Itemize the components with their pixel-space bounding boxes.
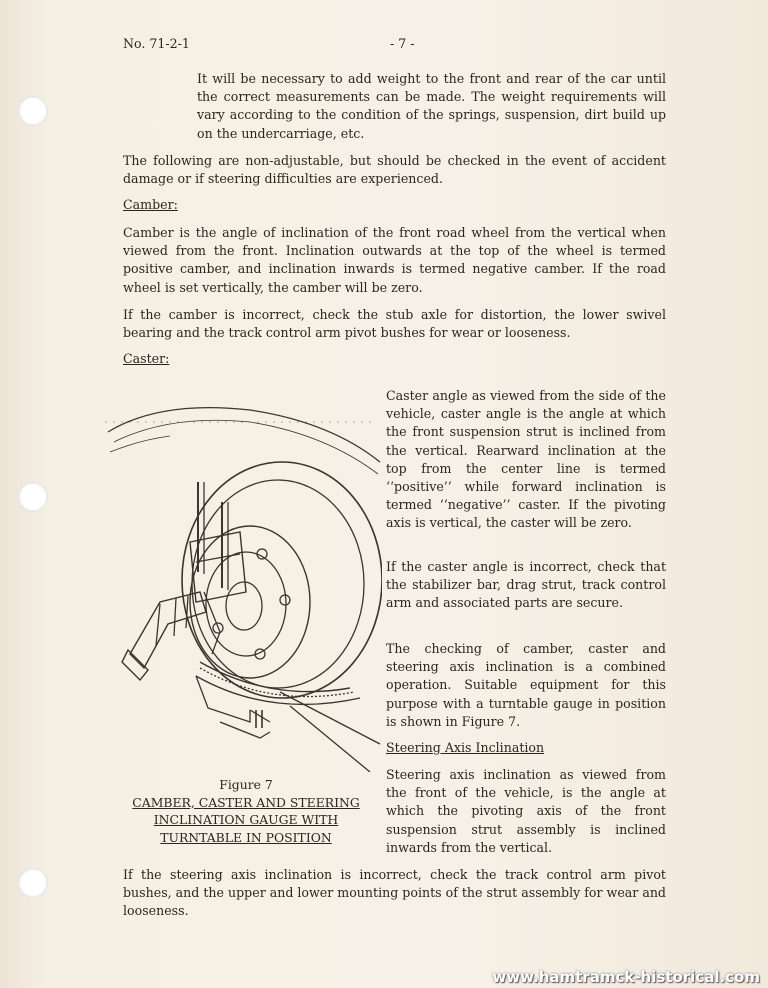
caption-line: INCLINATION GAUGE WITH <box>153 812 339 827</box>
binder-hole <box>18 868 48 898</box>
caster-heading: Caster: <box>123 351 170 366</box>
caption-line: TURNTABLE IN POSITION <box>160 829 332 845</box>
caption-line: CAMBER, CASTER AND STEERING <box>132 794 360 810</box>
camber-heading: Camber: <box>123 197 178 212</box>
figure-7-caption <box>122 776 370 846</box>
camber-definition: Camber is the angle of inclination of the front road wheel from the vertical when viewed from the front. Inclination outwards at the top of the wheel is termed positive camber, and inclination inwards is termed negative camber. If the road wheel is set vertically, the camber will be zero. <box>123 225 666 295</box>
figure-label: Figure 7 <box>219 777 273 792</box>
steering-axis-fix: If the steering axis inclination is incorrect, check the track control arm pivot bushes, and the upper and lower mounting points of the strut assembly for wear and looseness. <box>123 867 666 919</box>
figure-7-illustration <box>100 392 382 772</box>
non-adjustable-paragraph: The following are non-adjustable, but should be checked in the event of accident damage or if steering difficulties are experienced. <box>123 153 666 187</box>
steering-axis-definition: Steering axis inclination as viewed from the front of the vehicle, is the angle at which the pivoting axis of the front suspension strut assembly is inclined inwards from the vertical. <box>386 767 666 855</box>
doc-number: No. 71-2-1 <box>123 36 190 51</box>
page-number: - 7 - <box>390 36 415 51</box>
site-watermark: www.hamtramck-historical.com <box>492 968 760 986</box>
caster-fix: If the caster angle is incorrect, check that the stabilizer bar, drag strut, track control arm and associated parts are secure. <box>386 559 666 611</box>
binder-hole <box>18 96 48 126</box>
weight-paragraph: It will be necessary to add weight to the front and rear of the car until the correct measurements can be made. The weight requirements will vary according to the condition of the springs, suspension, dirt build up on the undercarriage, etc. <box>197 71 666 141</box>
checking-paragraph: The checking of camber, caster and steering axis inclination is a combined operation. Suitable equipment for this purpose with a turntable gauge in position is shown in Figure 7. <box>386 641 666 729</box>
steering-axis-heading: Steering Axis Inclination <box>386 740 545 755</box>
binder-hole <box>18 482 48 512</box>
caster-definition: Caster angle as viewed from the side of the vehicle, caster angle is the angle at which the front suspension strut is inclined from the vertical. Rearward inclination at the top from the center line is termed ‘‘positive’’ while forward inclination is termed ‘‘negative’’ caster. If the pivoting axis is vertical, the caster will be zero. <box>386 388 666 531</box>
camber-fix: If the camber is incorrect, check the stub axle for distortion, the lower swivel bearing and the track control arm pivot bushes for wear or looseness. <box>123 307 666 341</box>
